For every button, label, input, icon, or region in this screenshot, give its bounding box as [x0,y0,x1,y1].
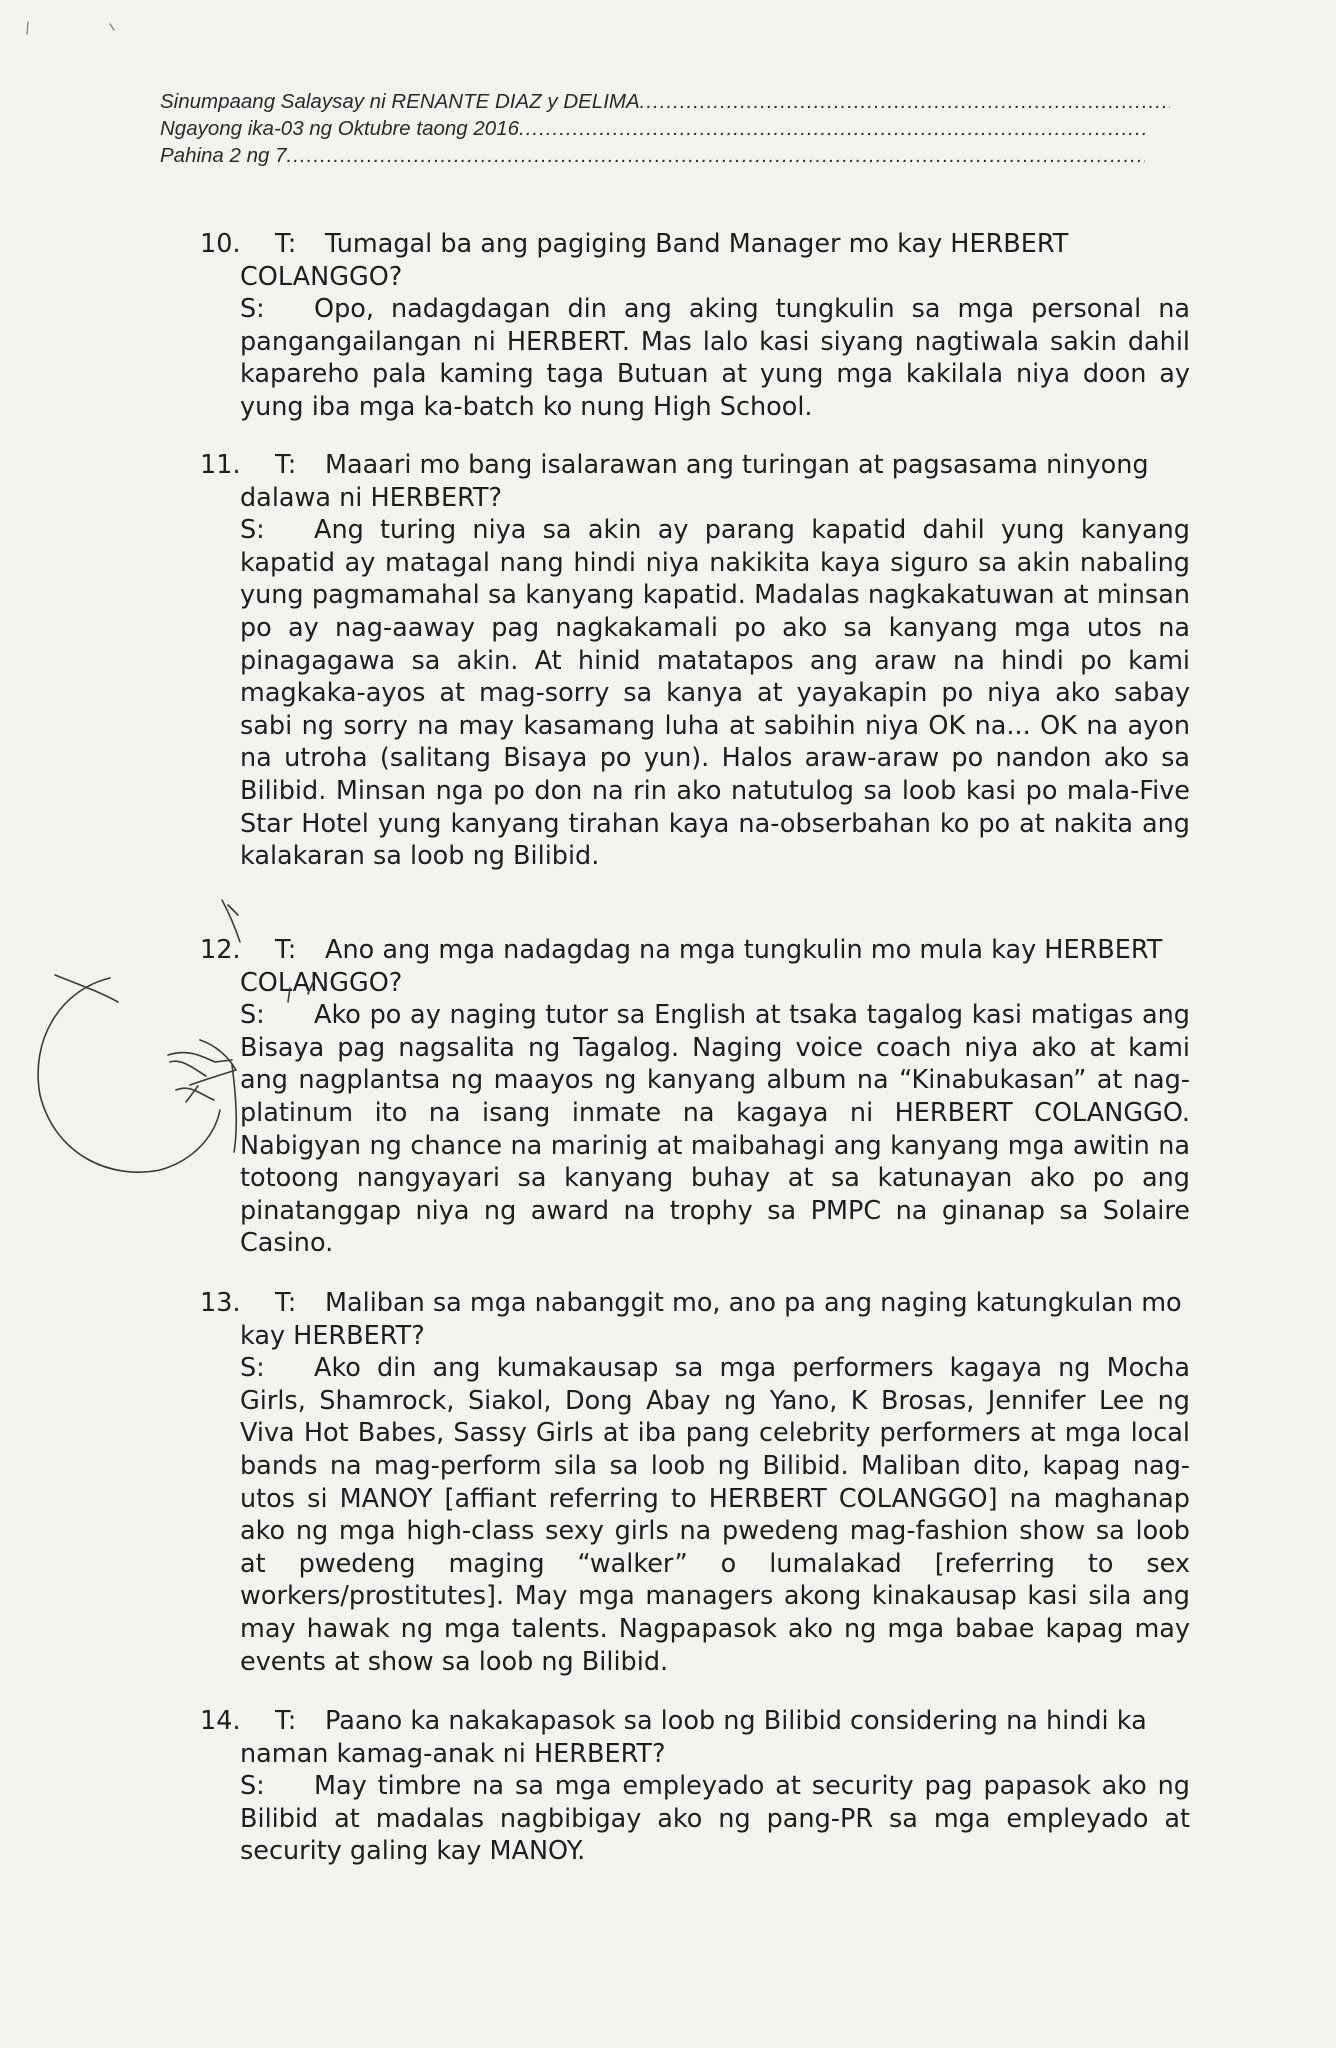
question-text: Ano ang mga nadagdag na mga tungkulin mo mula kay HERBERT COLANGGO? [240,935,1163,998]
answer-text: Ang turing niya sa akin ay parang kapatid dahil yung kanyang kapatid ay matagal nang hindi niya nakikita kaya siguro sa akin nabaling yung pagmamahal sa kanyang kapatid. Madalas nagkakatuwan at minsan po ay nag-aaway pag nagkakamali po ako sa kanyang mga utos na pinagagawa sa akin. At hinid matatapos ang araw na hindi po kami magkaka-ayos at mag-sorry sa kanya at yayakapin po niya ako sabay sabi ng sorry na may kasamang luha at sabihin niya OK na... OK na ayon na utroha (salitang Bisaya po yun). Halos araw-araw po nandon ako sa Bilibid. Minsan nga po don na rin ako natutulog sa loob kasi po mala-Five Star Hotel yung kanyang tirahan kaya na-obserbahan ko po at nakita ang kalakaran sa loob ng Bilibid. [240,515,1190,872]
answer-label: S: [240,1000,265,1031]
item-number: 13. [200,1288,241,1318]
document-header [160,88,1170,169]
question-text: Maliban sa mga nabanggit mo, ano pa ang naging katungkulan mo kay HERBERT? [240,1288,1182,1351]
question-label: T: [275,229,297,259]
question-label: T: [275,1706,297,1736]
qa-item-14 [200,1705,1190,1868]
affidavit-date: Ngayong ika-03 ng Oktubre taong 2016 [160,117,520,140]
answer-block [240,514,1190,873]
question-label: T: [275,935,297,965]
answer-text: Ako po ay naging tutor sa English at tsaka tagalog kasi matigas ang Bisaya pag nagsalita ng Tagalog. Naging voice coach niya ako at kami ang nagplantsa ng maayos ng kanyang album na “Kinabukasan” at nag-platinum ito na isang inmate na kagaya ni HERBERT COLANGGO. Nabigyan ng chance na marinig at maibahagi ang kanyang mga awitin na totoong nangyayari sa kanyang buhay at sa katunayan ako po ang pinatanggap niya ng award na trophy sa PMPC na ginanap sa Solaire Casino. [240,1000,1190,1259]
qa-item-11 [200,449,1190,873]
question-text: Paano ka nakakapasok sa loob ng Bilibid considering na hindi ka naman kamag-anak ni HERBERT? [240,1706,1147,1769]
answer-label: S: [240,1771,265,1802]
answer-block [240,1770,1190,1868]
handwritten-signature [0,880,380,1240]
question-row [200,449,1190,514]
item-number: 14. [200,1706,241,1736]
answer-block [240,999,1190,1260]
answer-text: Ako din ang kumakausap sa mga performers kagaya ng Mocha Girls, Shamrock, Siakol, Dong Abay ng Yano, K Brosas, Jennifer Lee ng Viva Hot Babes, Sassy Girls at iba pang celebrity performers at mga local bands na mag-perform sila sa loob ng Bilibid. Maliban dito, kapag nag-utos si MANOY [affiant referring to HERBERT COLANGGO] na maghanap ako ng mga high-class sexy girls na pwedeng mag-fashion show sa loob at pwedeng maging “walker” o lumalakad [referring to sex workers/prostitutes]. May mga managers akong kinakausap kasi sila ang may hawak ng mga talents. Nagpapasok ako ng mga babae kapag may events at show sa loob ng Bilibid. [240,1353,1190,1677]
margin-mark-top [0,0,140,40]
header-line-page [160,142,1145,169]
affidavit-title: Sinumpaang Salaysay ni RENANTE DIAZ y DELIMA [160,90,640,113]
answer-label: S: [240,515,265,546]
header-line-date [160,115,1145,142]
answer-text: Opo, nadagdagan din ang aking tungkulin sa mga personal na pangangailangan ni HERBERT. Mas lalo kasi siyang nagtiwala sakin dahil kapareho pala kaming taga Butuan at yung mga kakilala niya doon ay yung iba mga ka-batch ko nung High School. [240,294,1190,422]
header-line-affidavit [160,88,1170,115]
answer-text: May timbre na sa mga empleyado at security pag papasok ako ng Bilibid at madalas nagbibigay ako ng pang-PR sa mga empleyado at security galing kay MANOY. [240,1771,1190,1867]
question-row [200,1287,1190,1352]
answer-label: S: [240,294,265,325]
item-number: 12. [200,935,241,965]
answer-block [240,1352,1190,1678]
answer-block [240,293,1190,423]
answer-label: S: [240,1353,265,1384]
question-row [200,1705,1190,1770]
question-label: T: [275,1288,297,1318]
item-number: 11. [200,450,241,480]
item-number: 10. [200,229,241,259]
page-number: Pahina 2 ng 7 [160,144,287,167]
qa-item-13 [200,1287,1190,1678]
question-text: Tumagal ba ang pagiging Band Manager mo kay HERBERT COLANGGO? [240,229,1069,292]
question-text: Maaari mo bang isalarawan ang turingan at pagsasama ninyong dalawa ni HERBERT? [240,450,1149,513]
question-row [200,228,1190,293]
question-label: T: [275,450,297,480]
qa-item-10 [200,228,1190,424]
